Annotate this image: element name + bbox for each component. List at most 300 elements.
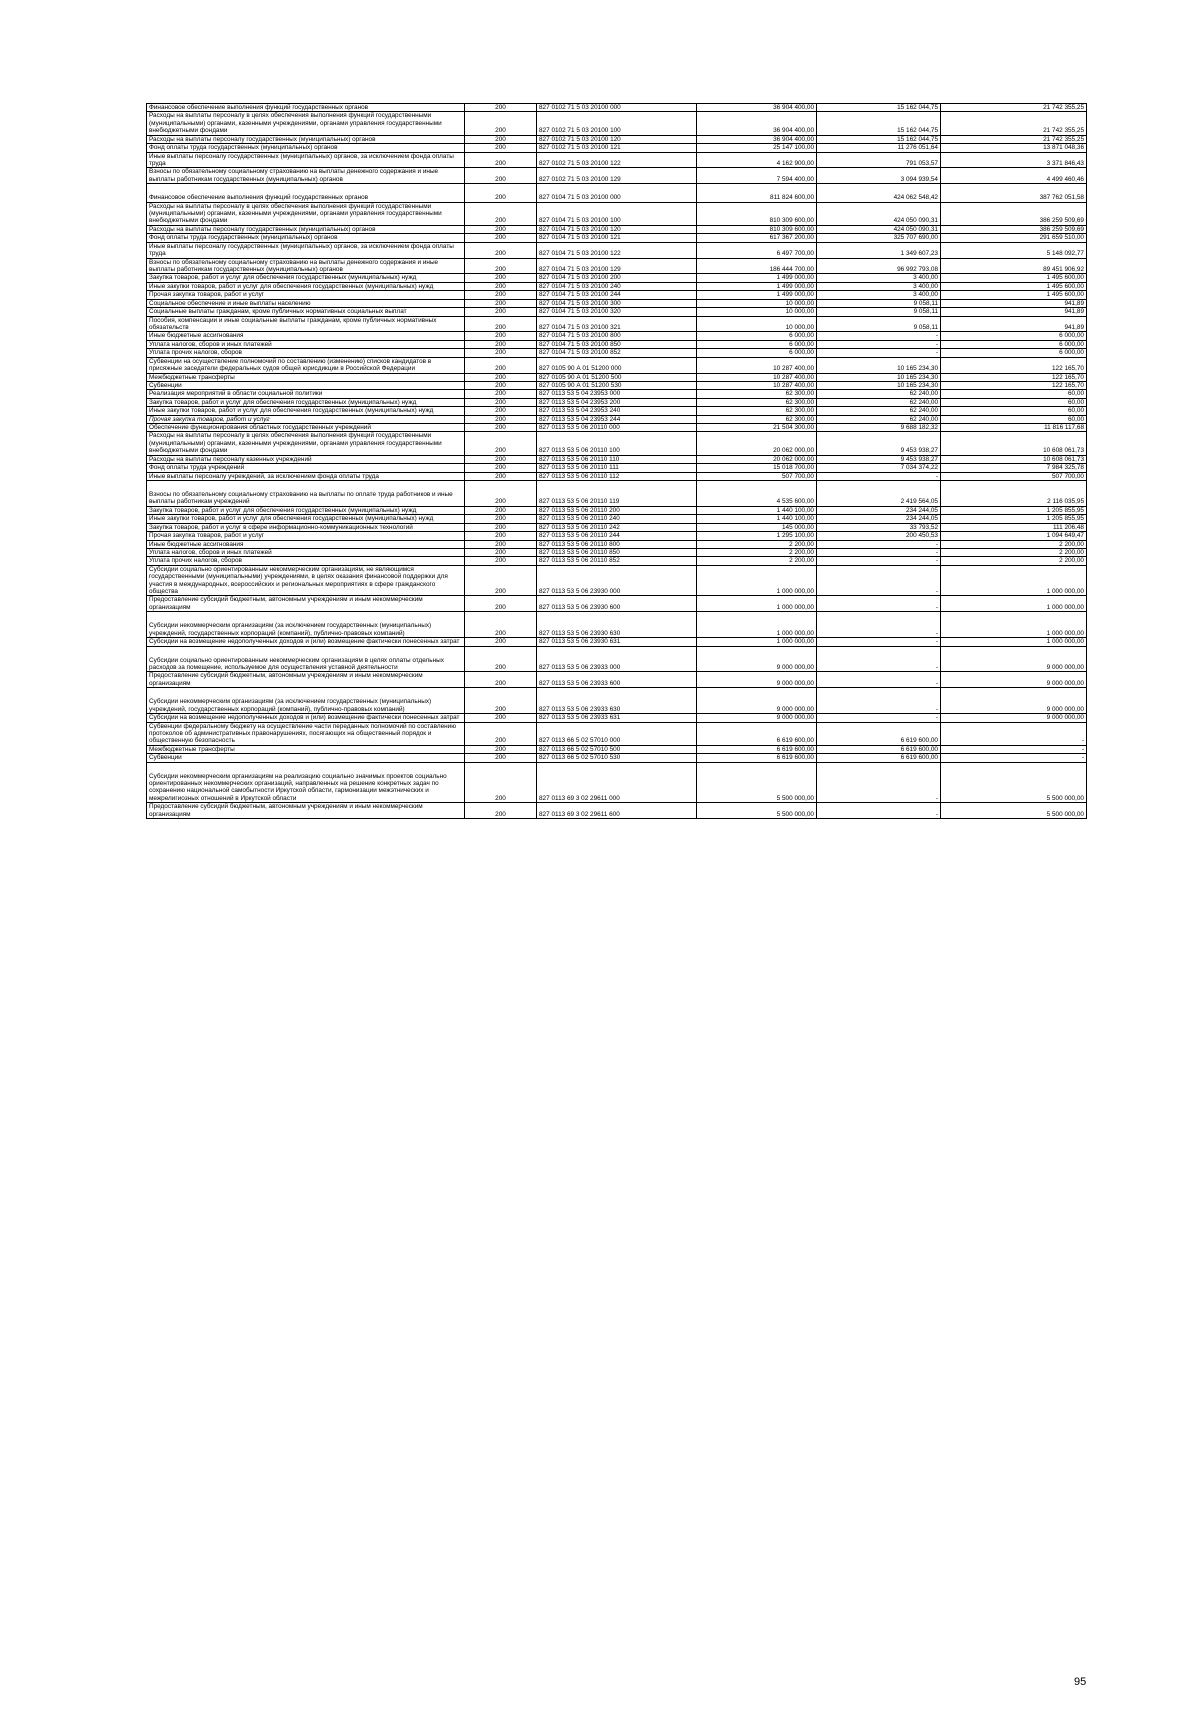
row-name: Предоставление субсидий бюджетным, автономным учреждениям и иным некоммерческим организациям: [147, 803, 465, 819]
row-name: Уплата прочих налогов, сборов: [147, 349, 465, 357]
row-kbk: 827 0113 53 5 06 20110 800: [537, 540, 697, 548]
row-kbk: 827 0113 53 5 04 23953 240: [537, 407, 697, 415]
row-kbk: 827 0113 53 5 06 20110 240: [537, 515, 697, 523]
row-kbk: 827 0113 53 5 06 23933 600: [537, 672, 697, 688]
row-name: Фонд оплаты труда государственных (муниципальных) органов: [147, 144, 465, 152]
row-remaining: 386 259 509,69: [941, 202, 1087, 225]
table-row: [147, 390, 1087, 398]
row-kbk: 827 0113 53 5 06 20110 119: [537, 480, 697, 506]
row-code: 200: [465, 523, 537, 531]
row-approved: 62 300,00: [697, 415, 817, 423]
table-row: [147, 225, 1087, 233]
row-remaining: -: [941, 754, 1087, 762]
row-code: 200: [465, 357, 537, 373]
row-approved: 1 000 000,00: [697, 565, 817, 596]
row-approved: 810 309 600,00: [697, 202, 817, 225]
row-code: 200: [465, 472, 537, 480]
row-remaining: 1 094 649,47: [941, 532, 1087, 540]
row-approved: 9 000 000,00: [697, 714, 817, 722]
row-code: 200: [465, 540, 537, 548]
row-remaining: 941,89: [941, 316, 1087, 332]
table-row: [147, 112, 1087, 135]
row-kbk: 827 0113 53 5 06 20110 111: [537, 464, 697, 472]
row-name: Социальное обеспечение и иные выплаты населению: [147, 299, 465, 307]
row-kbk: 827 0113 69 3 02 29611 000: [537, 762, 697, 803]
row-remaining: 9 000 000,00: [941, 688, 1087, 714]
row-kbk: 827 0113 53 5 06 20110 100: [537, 432, 697, 455]
row-code: 200: [465, 373, 537, 381]
row-code: 200: [465, 762, 537, 803]
row-code: 200: [465, 381, 537, 389]
row-name: Реализация мероприятий в области социальной политики: [147, 390, 465, 398]
table-row: [147, 381, 1087, 389]
table-row: [147, 548, 1087, 556]
row-kbk: 827 0113 66 5 02 57010 000: [537, 722, 697, 745]
row-kbk: 827 0105 90 А 01 51200 500: [537, 373, 697, 381]
row-kbk: 827 0113 66 5 02 57010 530: [537, 754, 697, 762]
row-executed: 33 793,52: [817, 523, 941, 531]
row-executed: -: [817, 688, 941, 714]
row-approved: 1 000 000,00: [697, 596, 817, 612]
row-kbk: 827 0104 71 5 03 20100 850: [537, 340, 697, 348]
row-remaining: 21 742 355,25: [941, 135, 1087, 143]
row-executed: -: [817, 803, 941, 819]
row-approved: 6 619 600,00: [697, 745, 817, 753]
row-kbk: 827 0113 53 5 04 23953 244: [537, 415, 697, 423]
row-remaining: 89 451 906,92: [941, 258, 1087, 274]
row-approved: 10 287 400,00: [697, 381, 817, 389]
row-remaining: -: [941, 722, 1087, 745]
row-name: Финансовое обеспечение выполнения функций государственных органов: [147, 184, 465, 202]
row-name: Фонд оплаты труда учреждений: [147, 464, 465, 472]
row-approved: 810 309 600,00: [697, 225, 817, 233]
table-row: [147, 722, 1087, 745]
row-executed: 7 034 374,22: [817, 464, 941, 472]
row-approved: 20 062 000,00: [697, 432, 817, 455]
row-kbk: 827 0113 53 5 06 20110 850: [537, 548, 697, 556]
row-executed: 9 058,11: [817, 308, 941, 316]
table-body: [147, 104, 1087, 819]
budget-sheet: [146, 103, 1086, 819]
row-name: Расходы на выплаты персоналу в целях обеспечения выполнения функций государственными (муниципальными) органами, казенными учреждениями, органами управления государственными внебюджетными фондами: [147, 112, 465, 135]
row-name: Закупка товаров, работ и услуг для обеспечения государственных (муниципальных) нужд: [147, 274, 465, 282]
row-kbk: 827 0113 53 5 06 20110 200: [537, 506, 697, 514]
row-approved: 145 000,00: [697, 523, 817, 531]
row-approved: 6 497 700,00: [697, 242, 817, 258]
row-code: 200: [465, 464, 537, 472]
row-code: 200: [465, 168, 537, 184]
table-row: [147, 316, 1087, 332]
row-remaining: 111 206,48: [941, 523, 1087, 531]
table-row: [147, 291, 1087, 299]
row-kbk: 827 0113 53 5 06 20110 242: [537, 523, 697, 531]
row-name: Субсидии социально ориентированным некоммерческим организациям в целях оплаты отдельных расходов за помещение, используемое для осуществления уставной деятельности: [147, 646, 465, 672]
table-row: [147, 415, 1087, 423]
row-remaining: 5 148 092,77: [941, 242, 1087, 258]
row-remaining: 10 608 061,73: [941, 455, 1087, 463]
row-code: 200: [465, 340, 537, 348]
row-remaining: 3 371 846,43: [941, 152, 1087, 168]
row-name: Обеспечение функционирования областных государственных учреждений: [147, 424, 465, 432]
row-executed: 6 619 600,00: [817, 722, 941, 745]
row-executed: -: [817, 548, 941, 556]
table-row: [147, 242, 1087, 258]
row-kbk: 827 0104 71 5 03 20100 852: [537, 349, 697, 357]
row-name: Иные выплаты персоналу государственных (муниципальных) органов, за исключением фонда оплаты труда: [147, 152, 465, 168]
row-name: Уплата налогов, сборов и иных платежей: [147, 548, 465, 556]
row-name: Субвенции федеральному бюджету на осуществление части переданных полномочий по составлению протоколов об административных правонарушениях, посягающих на общественный порядок и общественную безопасность: [147, 722, 465, 745]
row-code: 200: [465, 234, 537, 242]
row-executed: 424 050 090,31: [817, 202, 941, 225]
row-executed: 15 162 044,75: [817, 135, 941, 143]
row-remaining: 1 495 600,00: [941, 274, 1087, 282]
row-remaining: 1 000 000,00: [941, 638, 1087, 646]
row-remaining: 122 165,70: [941, 381, 1087, 389]
row-approved: 507 700,00: [697, 472, 817, 480]
row-code: 200: [465, 688, 537, 714]
row-remaining: 2 116 035,95: [941, 480, 1087, 506]
row-approved: 10 000,00: [697, 308, 817, 316]
row-remaining: 9 000 000,00: [941, 646, 1087, 672]
row-remaining: 1 000 000,00: [941, 596, 1087, 612]
table-row: [147, 274, 1087, 282]
table-row: [147, 373, 1087, 381]
table-row: [147, 672, 1087, 688]
row-executed: 9 058,11: [817, 299, 941, 307]
row-executed: 200 450,53: [817, 532, 941, 540]
row-code: 200: [465, 803, 537, 819]
row-approved: 15 018 700,00: [697, 464, 817, 472]
row-code: 200: [465, 316, 537, 332]
table-row: [147, 532, 1087, 540]
row-code: 200: [465, 455, 537, 463]
table-row: [147, 202, 1087, 225]
row-code: 200: [465, 282, 537, 290]
row-kbk: 827 0113 66 5 02 57010 500: [537, 745, 697, 753]
table-row: [147, 515, 1087, 523]
row-name: Взносы по обязательному социальному страхованию на выплаты денежного содержания и иные выплаты работникам государственных (муниципальных) органов: [147, 258, 465, 274]
row-remaining: 291 659 510,00: [941, 234, 1087, 242]
table-row: [147, 144, 1087, 152]
row-kbk: 827 0113 53 5 06 20110 852: [537, 557, 697, 565]
row-executed: -: [817, 762, 941, 803]
row-approved: 36 904 400,00: [697, 104, 817, 112]
row-executed: 325 707 690,00: [817, 234, 941, 242]
row-kbk: 827 0104 71 5 03 20100 200: [537, 274, 697, 282]
row-name: Субвенции: [147, 754, 465, 762]
row-executed: 2 419 564,05: [817, 480, 941, 506]
row-kbk: 827 0104 71 5 03 20100 800: [537, 332, 697, 340]
row-kbk: 827 0113 53 5 06 23930 631: [537, 638, 697, 646]
table-row: [147, 714, 1087, 722]
row-remaining: 60,00: [941, 390, 1087, 398]
row-name: Расходы на выплаты персоналу в целях обеспечения выполнения функций государственными (муниципальными) органами, казенными учреждениями, органами управления государственными внебюджетными фондами: [147, 432, 465, 455]
row-executed: -: [817, 557, 941, 565]
row-approved: 1 000 000,00: [697, 612, 817, 638]
row-kbk: 827 0102 71 5 03 20100 122: [537, 152, 697, 168]
row-kbk: 827 0102 71 5 03 20100 120: [537, 135, 697, 143]
row-executed: 3 400,00: [817, 291, 941, 299]
row-code: 200: [465, 299, 537, 307]
row-code: 200: [465, 548, 537, 556]
row-code: 200: [465, 112, 537, 135]
row-remaining: 122 165,70: [941, 357, 1087, 373]
row-approved: 25 147 100,00: [697, 144, 817, 152]
row-executed: -: [817, 472, 941, 480]
row-kbk: 827 0113 53 5 06 20110 110: [537, 455, 697, 463]
row-executed: 424 062 548,42: [817, 184, 941, 202]
table-row: [147, 184, 1087, 202]
row-kbk: 827 0104 71 5 03 20100 100: [537, 202, 697, 225]
row-kbk: 827 0104 71 5 03 20100 244: [537, 291, 697, 299]
table-row: [147, 754, 1087, 762]
row-approved: 6 619 600,00: [697, 722, 817, 745]
row-remaining: 387 762 051,58: [941, 184, 1087, 202]
row-remaining: 60,00: [941, 415, 1087, 423]
row-approved: 62 300,00: [697, 407, 817, 415]
row-name: Иные выплаты персоналу учреждений, за исключением фонда оплаты труда: [147, 472, 465, 480]
table-row: [147, 472, 1087, 480]
row-code: 200: [465, 722, 537, 745]
row-approved: 10 000,00: [697, 316, 817, 332]
row-executed: 62 240,00: [817, 407, 941, 415]
table-row: [147, 745, 1087, 753]
row-remaining: 13 871 048,36: [941, 144, 1087, 152]
row-approved: 186 444 700,00: [697, 258, 817, 274]
row-executed: 96 992 793,08: [817, 258, 941, 274]
row-executed: 9 453 938,27: [817, 432, 941, 455]
row-remaining: 11 816 117,68: [941, 424, 1087, 432]
row-kbk: 827 0113 53 5 06 23933 000: [537, 646, 697, 672]
row-code: 200: [465, 332, 537, 340]
row-remaining: 10 608 061,73: [941, 432, 1087, 455]
row-code: 200: [465, 415, 537, 423]
row-remaining: 7 984 325,78: [941, 464, 1087, 472]
row-code: 200: [465, 242, 537, 258]
row-approved: 1 499 000,00: [697, 282, 817, 290]
row-remaining: 4 499 460,46: [941, 168, 1087, 184]
row-name: Субвенции: [147, 381, 465, 389]
row-approved: 36 904 400,00: [697, 135, 817, 143]
table-row: [147, 557, 1087, 565]
row-name: Пособия, компенсации и иные социальные выплаты гражданам, кроме публичных нормативных обязательств: [147, 316, 465, 332]
row-name: Взносы по обязательному социальному страхованию на выплаты денежного содержания и иные выплаты работникам государственных (муниципальных) органов: [147, 168, 465, 184]
row-name: Фонд оплаты труда государственных (муниципальных) органов: [147, 234, 465, 242]
table-row: [147, 308, 1087, 316]
row-code: 200: [465, 596, 537, 612]
row-executed: 791 053,57: [817, 152, 941, 168]
row-code: 200: [465, 432, 537, 455]
table-row: [147, 523, 1087, 531]
row-kbk: 827 0113 69 3 02 29611 600: [537, 803, 697, 819]
table-row: [147, 135, 1087, 143]
row-approved: 20 062 000,00: [697, 455, 817, 463]
row-name: Иные выплаты персоналу государственных (муниципальных) органов, за исключением фонда оплаты труда: [147, 242, 465, 258]
row-code: 200: [465, 135, 537, 143]
table-row: [147, 506, 1087, 514]
table-row: [147, 407, 1087, 415]
row-code: 200: [465, 480, 537, 506]
row-executed: 3 400,00: [817, 282, 941, 290]
table-row: [147, 340, 1087, 348]
row-name: Расходы на выплаты персоналу в целях обеспечения выполнения функций государственными (муниципальными) органами, казенными учреждениями, органами управления государственными внебюджетными фондами: [147, 202, 465, 225]
row-name: Субсидии на возмещение недополученных доходов и (или) возмещение фактически понесенных затрат: [147, 714, 465, 722]
row-approved: 6 000,00: [697, 340, 817, 348]
table-row: [147, 424, 1087, 432]
row-executed: -: [817, 672, 941, 688]
row-approved: 4 535 600,00: [697, 480, 817, 506]
row-kbk: 827 0102 71 5 03 20100 129: [537, 168, 697, 184]
row-approved: 10 287 400,00: [697, 373, 817, 381]
row-code: 200: [465, 532, 537, 540]
row-code: 200: [465, 565, 537, 596]
row-kbk: 827 0105 90 А 01 51200 000: [537, 357, 697, 373]
row-name: Закупка товаров, работ и услуг для обеспечения государственных (муниципальных) нужд: [147, 506, 465, 514]
row-kbk: 827 0104 71 5 03 20100 000: [537, 184, 697, 202]
row-kbk: 827 0104 71 5 03 20100 300: [537, 299, 697, 307]
row-code: 200: [465, 515, 537, 523]
row-approved: 4 162 900,00: [697, 152, 817, 168]
row-executed: 6 619 600,00: [817, 745, 941, 753]
row-remaining: 507 700,00: [941, 472, 1087, 480]
row-code: 200: [465, 202, 537, 225]
row-approved: 62 300,00: [697, 390, 817, 398]
row-code: 200: [465, 144, 537, 152]
row-remaining: 386 259 509,69: [941, 225, 1087, 233]
table-row: [147, 299, 1087, 307]
row-name: Расходы на выплаты персоналу государственных (муниципальных) органов: [147, 225, 465, 233]
row-code: 200: [465, 407, 537, 415]
table-row: [147, 168, 1087, 184]
row-code: 200: [465, 506, 537, 514]
row-kbk: 827 0102 71 5 03 20100 100: [537, 112, 697, 135]
row-remaining: 1 000 000,00: [941, 565, 1087, 596]
row-kbk: 827 0113 53 5 06 20110 112: [537, 472, 697, 480]
row-name: Закупка товаров, работ и услуг для обеспечения государственных (муниципальных) нужд: [147, 398, 465, 406]
row-executed: 424 050 090,31: [817, 225, 941, 233]
row-remaining: 1 205 855,95: [941, 515, 1087, 523]
budget-execution-table: [146, 103, 1087, 819]
table-row: [147, 540, 1087, 548]
row-executed: 9 453 938,27: [817, 455, 941, 463]
table-row: [147, 612, 1087, 638]
row-approved: 5 500 000,00: [697, 762, 817, 803]
row-name: Прочая закупка товаров, работ и услуг: [147, 415, 465, 423]
row-approved: 1 499 000,00: [697, 291, 817, 299]
table-row: [147, 282, 1087, 290]
row-approved: 21 504 300,00: [697, 424, 817, 432]
row-remaining: 60,00: [941, 407, 1087, 415]
row-name: Субсидии некоммерческим организациям (за исключением государственных (муниципальных) учреждений, государственных корпораций (компаний), публично-правовых компаний): [147, 688, 465, 714]
row-executed: 15 162 044,75: [817, 104, 941, 112]
row-approved: 6 000,00: [697, 349, 817, 357]
row-name: Иные бюджетные ассигнования: [147, 540, 465, 548]
row-name: Межбюджетные трансферты: [147, 745, 465, 753]
row-executed: 3 400,00: [817, 274, 941, 282]
row-executed: 234 244,05: [817, 506, 941, 514]
row-remaining: 9 000 000,00: [941, 714, 1087, 722]
row-name: Финансовое обеспечение выполнения функций государственных органов: [147, 104, 465, 112]
row-approved: 1 440 100,00: [697, 515, 817, 523]
row-name: Субвенции на осуществление полномочий по составлению (изменению) списков кандидатов в присяжные заседатели федеральных судов общей юрисдикции в Российской Федерации: [147, 357, 465, 373]
row-name: Уплата прочих налогов, сборов: [147, 557, 465, 565]
row-code: 200: [465, 612, 537, 638]
row-approved: 7 594 400,00: [697, 168, 817, 184]
row-kbk: 827 0113 53 5 06 23930 600: [537, 596, 697, 612]
row-kbk: 827 0102 71 5 03 20100 000: [537, 104, 697, 112]
row-approved: 5 500 000,00: [697, 803, 817, 819]
row-code: 200: [465, 424, 537, 432]
row-name: Субсидии некоммерческим организациям (за исключением государственных (муниципальных) учреждений, государственных корпораций (компаний), публично-правовых компаний): [147, 612, 465, 638]
row-remaining: 5 500 000,00: [941, 762, 1087, 803]
row-executed: 10 165 234,30: [817, 357, 941, 373]
row-remaining: 2 200,00: [941, 557, 1087, 565]
row-name: Прочая закупка товаров, работ и услуг: [147, 532, 465, 540]
row-approved: 1 499 000,00: [697, 274, 817, 282]
row-remaining: 6 000,00: [941, 349, 1087, 357]
table-row: [147, 332, 1087, 340]
row-remaining: 21 742 355,25: [941, 104, 1087, 112]
table-row: [147, 803, 1087, 819]
table-row: [147, 152, 1087, 168]
row-code: 200: [465, 646, 537, 672]
row-approved: 10 000,00: [697, 299, 817, 307]
row-name: Межбюджетные трансферты: [147, 373, 465, 381]
page-number: 95: [1074, 1676, 1087, 1688]
table-row: [147, 464, 1087, 472]
row-executed: 3 094 939,54: [817, 168, 941, 184]
row-approved: 10 287 400,00: [697, 357, 817, 373]
row-code: 200: [465, 557, 537, 565]
table-row: [147, 688, 1087, 714]
row-remaining: 6 000,00: [941, 340, 1087, 348]
row-name: Субсидии некоммерческим организациям на реализацию социально значимых проектов социально ориентированных некоммерческих организаций, направленных на решение конкретных задач по сохранению национальной самобытности Иркутской области, гармонизации межэтнических и межрелигиозных отношений в Иркутской области: [147, 762, 465, 803]
row-remaining: 1 000 000,00: [941, 612, 1087, 638]
row-approved: 1 295 100,00: [697, 532, 817, 540]
row-remaining: 941,89: [941, 299, 1087, 307]
row-code: 200: [465, 152, 537, 168]
row-remaining: -: [941, 745, 1087, 753]
row-approved: 6 000,00: [697, 332, 817, 340]
row-name: Предоставление субсидий бюджетным, автономным учреждениям и иным некоммерческим организациям: [147, 672, 465, 688]
row-kbk: 827 0104 71 5 03 20100 120: [537, 225, 697, 233]
row-executed: -: [817, 332, 941, 340]
row-approved: 6 619 600,00: [697, 754, 817, 762]
table-row: [147, 104, 1087, 112]
row-approved: 36 904 400,00: [697, 112, 817, 135]
row-name: Иные закупки товаров, работ и услуг для обеспечения государственных (муниципальных) нужд: [147, 407, 465, 415]
row-executed: 62 240,00: [817, 398, 941, 406]
row-name: Взносы по обязательному социальному страхованию на выплаты по оплате труда работников и иные выплаты работникам учреждений: [147, 480, 465, 506]
row-kbk: 827 0113 53 5 04 23953 000: [537, 390, 697, 398]
table-row: [147, 432, 1087, 455]
row-kbk: 827 0113 53 5 06 20110 000: [537, 424, 697, 432]
row-remaining: 2 200,00: [941, 548, 1087, 556]
row-kbk: 827 0102 71 5 03 20100 121: [537, 144, 697, 152]
row-executed: 6 619 600,00: [817, 754, 941, 762]
row-name: Предоставление субсидий бюджетным, автономным учреждениям и иным некоммерческим организациям: [147, 596, 465, 612]
row-code: 200: [465, 398, 537, 406]
table-row: [147, 762, 1087, 803]
row-code: 200: [465, 291, 537, 299]
row-approved: 617 367 200,00: [697, 234, 817, 242]
row-approved: 2 200,00: [697, 540, 817, 548]
row-executed: 10 165 234,30: [817, 381, 941, 389]
row-code: 200: [465, 349, 537, 357]
row-code: 200: [465, 745, 537, 753]
table-row: [147, 349, 1087, 357]
row-remaining: 1 495 600,00: [941, 282, 1087, 290]
